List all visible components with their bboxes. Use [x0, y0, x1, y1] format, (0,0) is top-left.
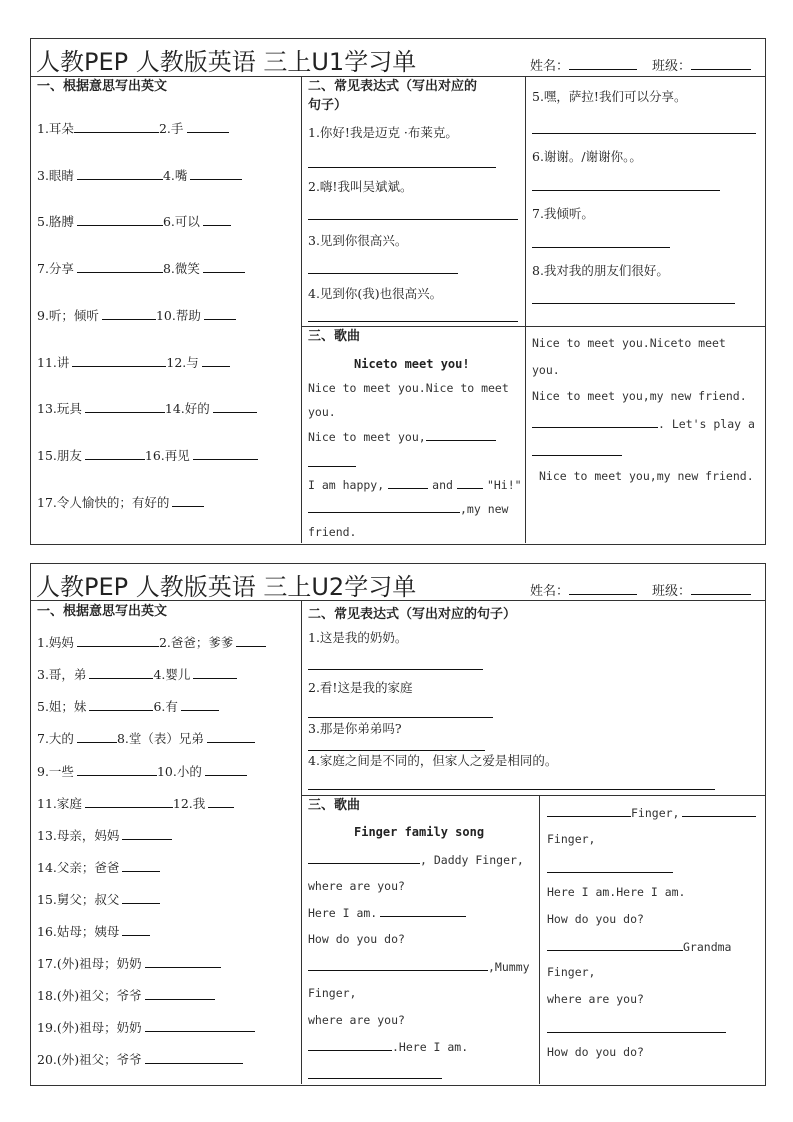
- lyric-line: Here I am.Here I am.: [547, 885, 686, 899]
- lyric-line[interactable]: I am happy, and "Hi!": [308, 478, 522, 492]
- page-title: 人教PEP 人教版英语 三上U1学习单: [36, 48, 417, 76]
- vocab-row[interactable]: 5.姐；妹 6.有: [37, 698, 219, 715]
- vocab-row[interactable]: 5.胳膊 6.可以: [37, 213, 231, 230]
- divider: [301, 326, 765, 327]
- expression-prompt: 4.家庭之间是不同的，但家人之爱是相同的。: [308, 753, 558, 768]
- vocab-row[interactable]: 13.玩具 14.好的: [37, 400, 257, 417]
- expression-prompt: 6.谢谢。/谢谢你。。: [532, 149, 642, 164]
- lyric-line: where are you?: [308, 879, 405, 893]
- section-heading: 一、根据意思写出英文: [37, 79, 168, 94]
- vocab-row[interactable]: 3.眼睛 4.嘴: [37, 167, 242, 184]
- answer-blank[interactable]: [532, 247, 670, 248]
- vocab-row[interactable]: 9.听；倾听 10.帮助: [37, 307, 236, 324]
- lyric-line: How do you do?: [547, 912, 644, 926]
- lyric-line: Finger,: [547, 965, 596, 979]
- vocab-row[interactable]: 1.妈妈 2.爸爸；爹爹: [37, 634, 266, 651]
- lyric-line: How do you do?: [308, 932, 405, 946]
- song-title: Finger family song: [354, 825, 485, 839]
- vocab-row[interactable]: 17.(外)祖母；奶奶: [37, 955, 221, 972]
- lyric-line[interactable]: Nice to meet you,: [308, 428, 496, 445]
- lyric-line[interactable]: , Daddy Finger,: [308, 851, 524, 868]
- vocab-row[interactable]: 15.舅父；叔父: [37, 891, 160, 908]
- expression-prompt: 2.嗨!我叫吴斌斌。: [308, 179, 413, 194]
- name-label: 姓名：: [530, 59, 570, 74]
- answer-blank[interactable]: [308, 789, 715, 790]
- expression-prompt: 7.我倾听。: [532, 206, 594, 221]
- expression-prompt: 3.见到你很高兴。: [308, 233, 408, 248]
- vocab-row[interactable]: 18.(外)祖父；爷爷: [37, 987, 215, 1004]
- expression-prompt: 3.那是你弟弟吗?: [308, 721, 402, 736]
- class-field[interactable]: [652, 55, 751, 74]
- vocab-row[interactable]: 11.家庭 12.我: [37, 795, 234, 812]
- class-field[interactable]: [652, 580, 751, 599]
- lyric-line: Finger,: [308, 986, 357, 1000]
- vocab-row[interactable]: 19.(外)祖母；奶奶: [37, 1019, 255, 1036]
- lyric-line[interactable]: Grandma: [547, 938, 731, 955]
- expression-prompt: 4.见到你(我)也很高兴。: [308, 286, 443, 301]
- vocab-row[interactable]: 14.父亲；爸爸: [37, 859, 160, 876]
- section-heading: 三、歌曲: [308, 798, 361, 813]
- lyric-line[interactable]: . Let's play a: [532, 415, 755, 432]
- name-field[interactable]: [530, 55, 637, 74]
- vocab-row[interactable]: 7.大的 8.堂（表）兄弟: [37, 730, 255, 747]
- answer-blank[interactable]: [532, 133, 756, 134]
- page-title: 人教PEP 人教版英语 三上U2学习单: [36, 573, 417, 601]
- section-heading: 三、歌曲: [308, 329, 361, 344]
- answer-blank[interactable]: [532, 303, 735, 304]
- divider: [525, 76, 526, 543]
- lyric-line: where are you?: [308, 1013, 405, 1027]
- lyric-line: Nice to meet you,my new friend.: [532, 389, 747, 403]
- lyric-line[interactable]: ,Mummy: [308, 958, 530, 975]
- divider: [301, 795, 765, 796]
- expression-prompt: 2.看!这是我的家庭: [308, 680, 413, 695]
- lyric-line: Nice to meet you.Niceto meet: [532, 336, 726, 350]
- section-heading: 二、常见表达式（写出对应的句子）: [308, 607, 517, 622]
- vocab-row[interactable]: 11.讲 12.与: [37, 354, 230, 371]
- answer-blank[interactable]: [532, 190, 720, 191]
- vocab-row[interactable]: 20.(外)祖父；爷爷: [37, 1051, 243, 1068]
- answer-blank[interactable]: [308, 669, 483, 670]
- answer-blank[interactable]: [308, 1078, 442, 1079]
- answer-blank[interactable]: [308, 219, 518, 220]
- lyric-line[interactable]: Here I am.: [308, 904, 466, 921]
- lyric-line: friend.: [308, 525, 357, 539]
- answer-blank[interactable]: [308, 717, 493, 718]
- lyric-line: Nice to meet you,my new friend.: [539, 469, 754, 483]
- song-title: Niceto meet you!: [354, 357, 470, 371]
- vocab-row[interactable]: 9.一些 10.小的: [37, 763, 247, 780]
- lyric-line: How do you do?: [547, 1045, 644, 1059]
- lyric-line[interactable]: .Here I am.: [308, 1038, 468, 1055]
- class-label: 班级：: [652, 59, 692, 74]
- vocab-row[interactable]: 1.耳朵 2.手: [37, 120, 229, 137]
- vocab-row[interactable]: 16.姑母；姨母: [37, 923, 150, 940]
- expression-prompt: 1.这是我的奶奶。: [308, 630, 408, 645]
- lyric-line: Nice to meet you.Nice to meet: [308, 381, 509, 395]
- answer-blank[interactable]: [308, 466, 356, 467]
- divider: [301, 76, 302, 543]
- answer-blank[interactable]: [547, 872, 673, 873]
- answer-blank[interactable]: [308, 750, 485, 751]
- expression-prompt: 8.我对我的朋友们很好。: [532, 263, 669, 278]
- section-heading: 二、常见表达式（写出对应的: [308, 79, 478, 94]
- expression-prompt: 5.嘿，萨拉!我们可以分享。: [532, 89, 687, 104]
- vocab-row[interactable]: 3.哥，弟 4.婴儿: [37, 666, 237, 683]
- vocab-row[interactable]: 15.朋友 16.再见: [37, 447, 258, 464]
- answer-blank[interactable]: [532, 455, 622, 456]
- answer-blank[interactable]: [547, 1032, 726, 1033]
- lyric-line: you.: [308, 405, 336, 419]
- class-label: 班级：: [652, 584, 692, 599]
- expression-prompt: 1.你好!我是迈克 ·布莱克。: [308, 125, 458, 140]
- divider: [539, 795, 540, 1084]
- answer-blank[interactable]: [308, 321, 518, 322]
- section-heading: 句子）: [308, 98, 348, 113]
- answer-blank[interactable]: [308, 273, 458, 274]
- vocab-row[interactable]: 13.母亲，妈妈: [37, 827, 172, 844]
- divider: [301, 600, 302, 1084]
- name-label: 姓名：: [530, 584, 570, 599]
- vocab-row[interactable]: 7.分享 8.微笑: [37, 260, 245, 277]
- section-heading: 一、根据意思写出英文: [37, 604, 168, 619]
- answer-blank[interactable]: [308, 167, 496, 168]
- lyric-line: Finger,: [547, 832, 596, 846]
- vocab-row[interactable]: 17.令人愉快的；有好的: [37, 494, 204, 511]
- lyric-line: where are you?: [547, 992, 644, 1006]
- lyric-line[interactable]: ,my new: [308, 500, 508, 517]
- name-field[interactable]: [530, 580, 637, 599]
- lyric-line: you.: [532, 363, 560, 377]
- lyric-line[interactable]: Finger,: [547, 804, 756, 821]
